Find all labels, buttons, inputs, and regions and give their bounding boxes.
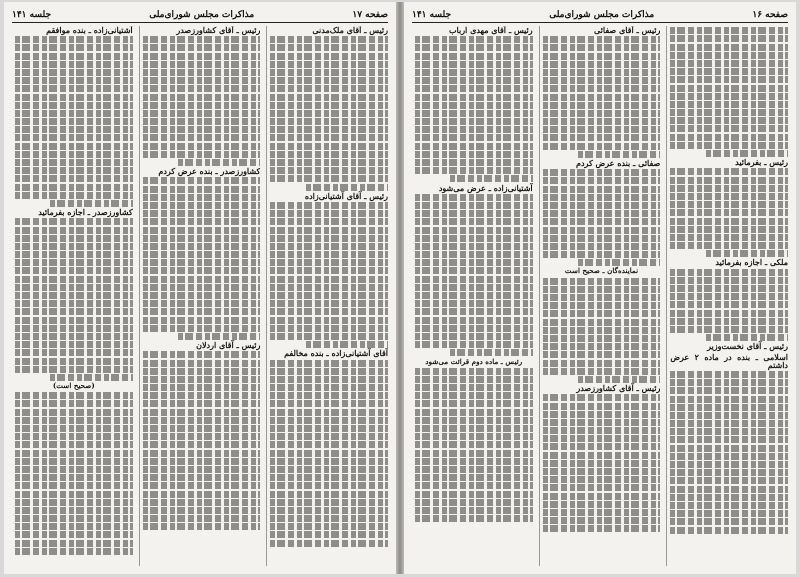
speaker-line: آقای آشتیانی‌زاده ـ بنده مخالفم	[284, 348, 388, 359]
speaker-line: صفائی ـ بنده عرض کردم	[576, 158, 661, 169]
left-col-1	[266, 26, 388, 566]
right-col-2	[539, 26, 661, 566]
text-block	[270, 202, 388, 348]
left-col-3	[12, 26, 133, 566]
text-block	[415, 194, 533, 357]
text-block	[15, 218, 133, 381]
right-page-header	[412, 8, 788, 23]
remark-line: رئیس ـ ماده دوم قرائت می‌شود	[425, 356, 523, 366]
speaker-line: رئیس ـ آقای نخست‌وزیر	[707, 341, 788, 352]
text-block	[670, 269, 788, 342]
text-block	[670, 168, 788, 257]
speaker-line: رئیس ـ آقای ملک‌مدنی	[312, 26, 388, 35]
left-page-number: صفحه ۱۷	[352, 10, 388, 20]
text-block	[15, 36, 133, 207]
text-block	[270, 36, 388, 190]
speaker-line: رئیس ـ آقای اردلان	[196, 340, 261, 351]
text-block	[415, 368, 533, 522]
speaker-line: ملکی ـ اجازه بفرمائید	[715, 257, 788, 268]
book-gutter	[396, 2, 404, 574]
left-session-number: جلسه ۱۴۱	[12, 10, 52, 20]
text-block	[543, 36, 661, 158]
speaker-line: کشاورز‌صدر ـ اجازه بفرمائید	[38, 207, 133, 218]
speaker-line: رئیس ـ آقای کشاورز‌صدر	[576, 383, 661, 394]
text-block	[143, 351, 261, 530]
speaker-line: اسلامی ـ بنده در ماده ۲ عرض داشتم	[670, 351, 788, 370]
text-block	[670, 371, 788, 534]
speaker-line: آشتیانی‌زاده ـ بنده موافقم	[46, 26, 133, 35]
left-page-header	[12, 8, 388, 23]
book-spread	[4, 2, 796, 574]
speaker-line: رئیس ـ آقای آشتیانی‌زاده	[304, 190, 388, 201]
left-col-2	[139, 26, 261, 566]
text-block	[143, 36, 261, 166]
speaker-line: رئیس ـ آقای صفائی	[594, 26, 661, 35]
text-block	[670, 27, 788, 157]
text-block	[543, 278, 661, 383]
right-session-number: جلسه ۱۴۱	[412, 10, 452, 20]
left-page	[4, 2, 396, 574]
right-page	[404, 2, 796, 574]
text-block	[415, 36, 533, 182]
text-block	[270, 360, 388, 547]
left-page-columns	[12, 26, 388, 566]
text-block	[15, 392, 133, 555]
speaker-line: رئیس ـ بفرمائید	[735, 157, 788, 168]
text-block	[143, 177, 261, 340]
speaker-line: رئیس ـ آقای کشاورز‌صدر	[176, 26, 261, 35]
right-page-title: مذاکرات مجلس شورای‌ملی	[549, 10, 655, 20]
right-col-1	[666, 26, 788, 566]
text-block	[543, 169, 661, 266]
speaker-line: آشتیانی‌زاده ـ عرض می‌شود	[438, 182, 533, 193]
right-col-3	[412, 26, 533, 566]
right-page-number: صفحه ۱۶	[752, 10, 788, 20]
text-block	[543, 394, 661, 532]
left-page-title: مذاکرات مجلس شورای‌ملی	[149, 10, 255, 20]
speaker-line: رئیس ـ آقای مهدی ارباب	[449, 26, 533, 35]
remark-line: (صحیح است)	[52, 381, 95, 391]
speaker-line: کشاورز‌صدر ـ بنده عرض کردم	[158, 166, 261, 177]
right-page-columns	[412, 26, 788, 566]
remark-line: نماینده‌گان ـ صحیح است	[564, 266, 639, 276]
